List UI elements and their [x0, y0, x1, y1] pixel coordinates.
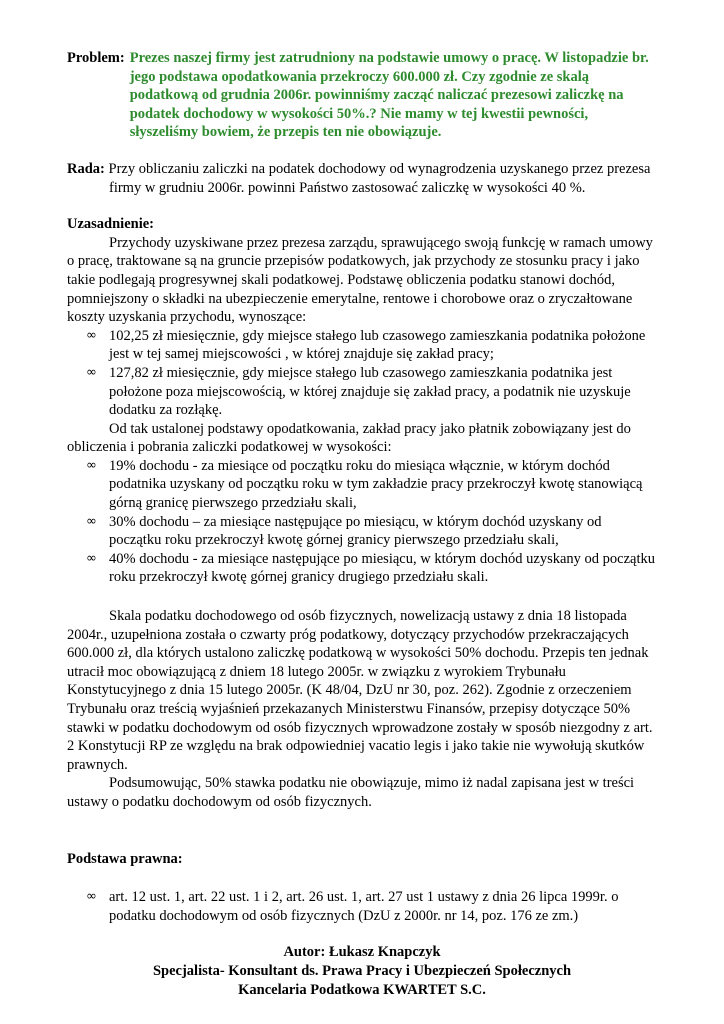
justification-paragraph-2: Od tak ustalonej podstawy opodatkowania, zakład pracy jako płatnik zobowiązany jest do obliczenia i pobrania zaliczki podatkowej w wysokości: — [67, 420, 631, 456]
advice-label: Rada: — [67, 160, 105, 177]
justification-paragraph-1: Przychody uzyskiwane przez prezesa zarządu, sprawującego swoją funkcję w ramach umowy o pracę, traktowane są na gruncie przepisów podatkowych, jak przychody ze stosunku pracy i jako takie podlegają progresywnej skali podatkowej. Podstawę obliczenia podatku stanowi dochód, pomniejszony o składki na ubezpieczenie emerytalne, rentowe i chorobowe oraz o zryczałtowane koszty uzyskania przychodu, wynoszące: — [67, 234, 653, 326]
infinity-bullet-icon: ∞ — [86, 364, 97, 380]
author-name: Autor: Łukasz Knapczyk — [283, 944, 441, 961]
author-title: Specjalista- Konsultant ds. Prawa Pracy i Ubezpieczeń Społecznych — [152, 962, 572, 979]
legal-basis-heading: Podstawa prawna: — [67, 850, 183, 867]
infinity-bullet-icon: ∞ — [86, 327, 97, 343]
author-block — [67, 943, 657, 999]
justification-paragraph-4: Podsumowując, 50% stawka podatku nie obowiązuje, mimo iż nadal zapisana jest w treści ustawy o podatku dochodowym od osób fizycznych. — [67, 775, 635, 810]
problem-label: Problem: — [67, 50, 125, 66]
advice-section — [67, 160, 657, 197]
justification-heading: Uzasadnienie: — [67, 216, 154, 233]
legal-basis-list — [67, 888, 657, 925]
list-item: ∞ 19% dochodu - za miesiące od początku roku do miesiąca włącznie, w którym dochód podatnika uzyskany od początku roku w tym zakładzie pracy przekroczył kwotę stanowiącą górną granicę pierwszego przedziału skali, — [86, 457, 643, 512]
list-item: ∞ 30% dochodu – za miesiące następujące po miesiącu, w którym dochód uzyskany od początku roku przekroczył kwotę górnej granicy pierwszego przedziału skali, — [86, 513, 602, 549]
infinity-bullet-icon: ∞ — [86, 457, 97, 473]
rate-list — [67, 457, 657, 587]
author-company: Kancelaria Podatkowa KWARTET S.C. — [238, 981, 486, 998]
list-item: ∞ 40% dochodu - za miesiące następujące po miesiącu, w którym dochód uzyskany od początku roku przekroczył kwotę górnej granicy drugiego przedziału skali. — [86, 550, 655, 586]
infinity-bullet-icon: ∞ — [86, 550, 97, 566]
document-page — [67, 49, 657, 999]
problem-section — [67, 49, 657, 142]
advice-text: Przy obliczaniu zaliczki na podatek dochodowy od wynagrodzenia uzyskanego przez prezesa firmy w grudniu 2006r. powinni Państwo zastosować zaliczkę w wysokości 40 %. — [108, 160, 651, 196]
cost-list — [67, 327, 657, 420]
justification-paragraph-3: Skala podatku dochodowego od osób fizycznych, nowelizacją ustawy z dnia 18 listopada 2004r., uzupełniona została o czwarty próg podatkowy, dotyczący przychodów przekraczających 600.000 zł, dla których ustalono zaliczkę podatkową w wysokości 50% dochodu. Przepis ten jednak utracił moc obowiązującą z dniem 18 lutego 2005r. w związku z wyrokiem Trybunału Konstytucyjnego z dnia 15 lutego 2005r. (K 48/04, DzU nr 30, poz. 262). Zgodnie z orzeczeniem Trybunału oraz treścią wyjaśnień przekazanych Ministerstwu Finansów, przepisy dotyczące 50% stawki w podatku dochodowym od osób fizycznych wprowadzone zostały w sposób niezgodny z art. 2 Konstytucji RP ze względu na brak odpowiedniej vacatio legis i jako takie nie wywołują skutków prawnych. — [67, 608, 653, 773]
list-item: ∞ 127,82 zł miesięcznie, gdy miejsce stałego lub czasowego zamieszkania podatnika jest położone poza miejscowością, w której znajduje się zakład pracy, a podatnik nie uzyskuje dodatku za rozłąkę. — [86, 364, 631, 419]
infinity-bullet-icon: ∞ — [86, 889, 97, 905]
problem-text: Prezes naszej firmy jest zatrudniony na podstawie umowy o pracę. W listopadzie br. jego podstawa opodatkowania przekroczy 600.000 zł. Czy zgodnie ze skalą podatkową od grudnia 2006r. powinniśmy zacząć naliczać prezesowi zaliczkę na podatek dochodowy w wysokości 50%.? Nie mamy w tej kwestii pewności, słyszeliśmy bowiem, że przepis ten nie obowiązuje. — [129, 50, 649, 141]
list-item: ∞ 102,25 zł miesięcznie, gdy miejsce stałego lub czasowego zamieszkania podatnika położone jest w tej samej miejscowości , w której znajduje się zakład pracy; — [86, 327, 646, 363]
infinity-bullet-icon: ∞ — [86, 513, 97, 529]
list-item: ∞ art. 12 ust. 1, art. 22 ust. 1 i 2, art. 26 ust. 1, art. 27 ust 1 ustawy z dnia 26 lipca 1999r. o podatku dochodowym od osób fizycznych (DzU z 2000r. nr 14, poz. 176 ze zm.) — [86, 889, 619, 924]
